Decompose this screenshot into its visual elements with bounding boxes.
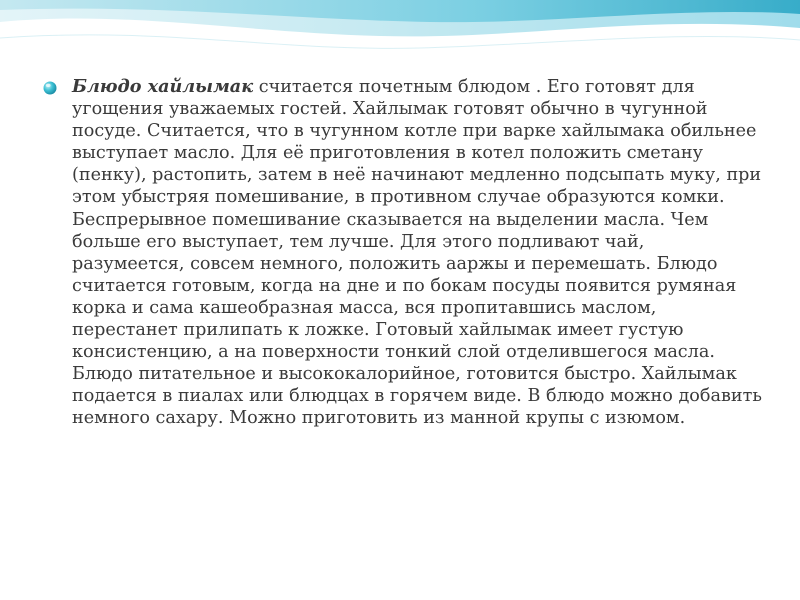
paragraph: [72, 76, 762, 430]
paragraph-text: считается почетным блюдом . Его готовят для угощения уважаемых гостей. Хайлымак готовят обычно в чугунной посуде. Считается, что в чугунном котле при варке хайлымака обильнее выступает масло. Для её приготовления в котел положить сметану (пенку), растопить, затем в неё начинают медленно подсыпать муку, при этом убыстряя помешивание, в противном случае образуются комки. Беспрерывное помешивание сказывается на выделении масла. Чем больше его выступает, тем лучше. Для этого подливают чай, разумеется, совсем немного, положить ааржы и перемешать. Блюдо считается готовым, когда на дне и по бокам посуды появится румяная корка и сама кашеобразная масса, вся пропитавшись маслом, перестанет прилипать к ложке. Готовый хайлымак имеет густую консистенцию, а на поверхности тонкий слой отделившегося масла. Блюдо питательное и высококалорийное, готовится быстро. Хайлымак подается в пиалах или блюдцах в горячем виде. В блюдо можно добавить немного сахару. Можно приготовить из манной крупы с изюмом.: [72, 77, 762, 429]
teal-sphere-bullet-icon: [42, 80, 58, 96]
decorative-wave-header: [0, 0, 800, 60]
paragraph-lead: Блюдо хайлымак: [72, 76, 254, 97]
text-block: [42, 76, 762, 430]
